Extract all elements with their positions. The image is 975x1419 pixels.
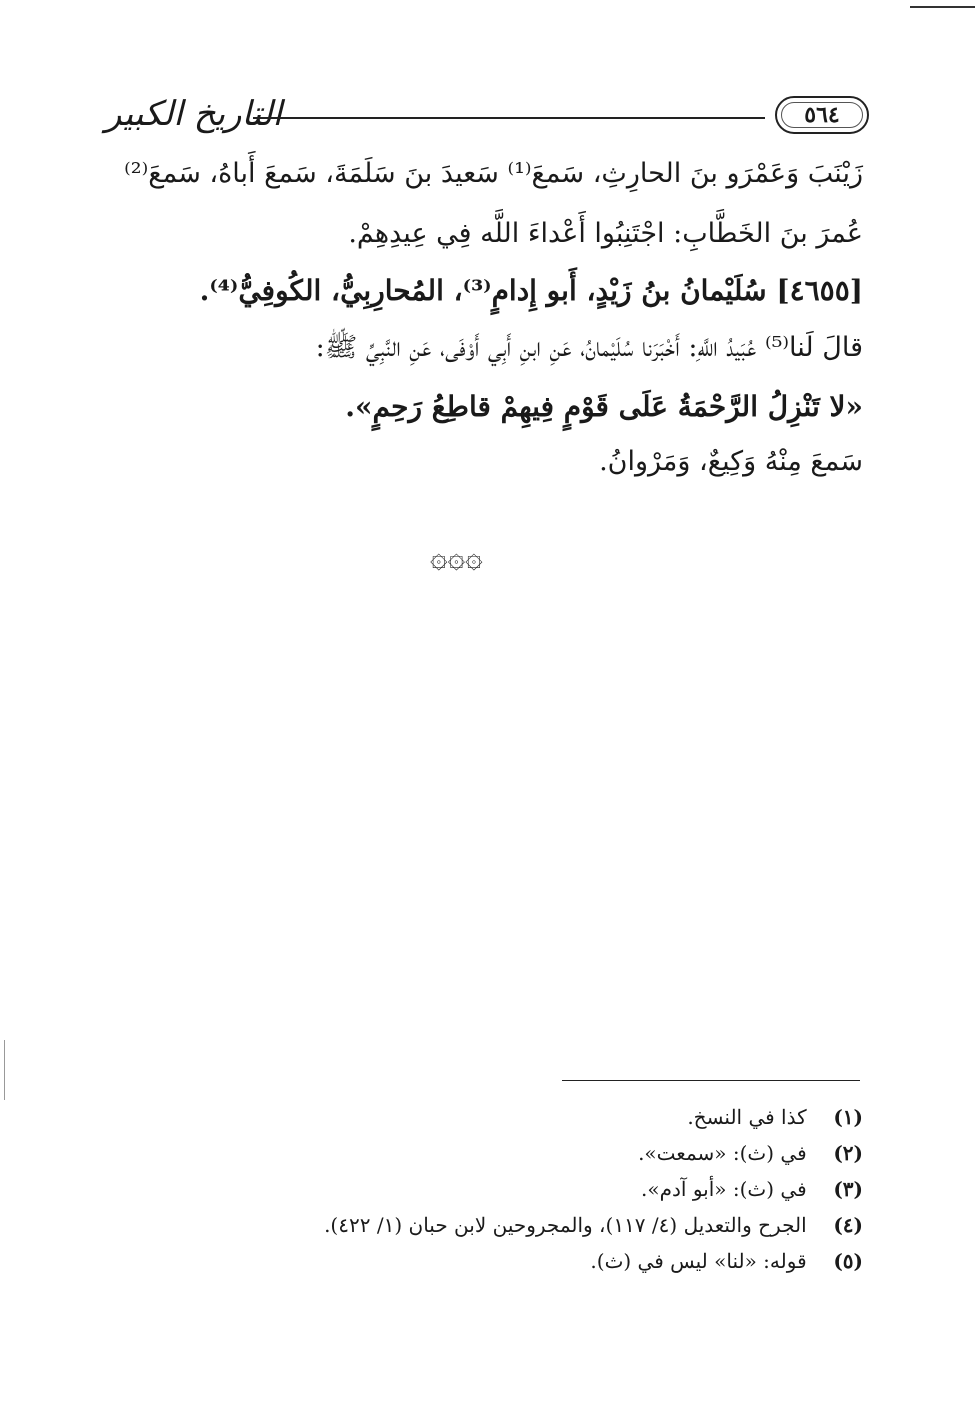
- footnote-number: (٥): [833, 1249, 863, 1273]
- footnote-text: في (ث): «أبو آدم».: [641, 1177, 807, 1201]
- page-number-badge: [775, 96, 869, 134]
- text-line-2: عُمرَ بنَ الخَطَّابِ: اجْتَنِبُوا أَعْداءَ اللَّه فِي عِيدِهِمْ.: [348, 218, 863, 249]
- book-title: التاريخ الكبير: [105, 94, 282, 134]
- scan-edge-line: [910, 6, 975, 8]
- text-line-1: زَيْنَبَ وَعَمْرَو بنَ الحارِثِ، سَمعَ⁽¹⁾ سَعيدَ بنَ سَلَمَةَ، سَمعَ أَباهُ، سَمعَ⁽²⁾: [124, 158, 863, 189]
- footnote-item: [324, 1177, 863, 1213]
- footnote-text: قوله: «لنا» ليس في (ث).: [590, 1249, 807, 1273]
- footnote-item: [324, 1249, 863, 1285]
- footnote-item: [324, 1141, 863, 1177]
- footnote-item: [324, 1213, 863, 1249]
- text-line-4: قالَ لَنا⁽⁵⁾ عُبَيدُ اللَّهِ: أَخْبَرَنا سُلَيْمانُ، عَنِ ابنِ أَبِي أَوْفَى، عَنِ النَّبِيِّ ﷺ:: [315, 332, 863, 363]
- hadith-quote: «لا تَنْزِلُ الرَّحْمَةُ عَلَى قَوْمٍ فِيهِمْ قاطِعُ رَحِمٍ».: [345, 390, 863, 423]
- text-line-6: سَمعَ مِنْهُ وَكِيعٌ، وَمَرْوانُ.: [599, 446, 863, 477]
- footnote-item: [324, 1105, 863, 1141]
- footnote-number: (١): [833, 1105, 863, 1129]
- section-separator-ornament: ۞۞۞: [430, 540, 483, 575]
- footnote-text: في (ث): «سمعت».: [638, 1141, 807, 1165]
- scan-edge-line-left: [4, 1040, 5, 1100]
- page-number: ٥٦٤: [804, 102, 840, 128]
- entry-heading: [٤٦٥٥] سُلَيْمانُ بنُ زَيْدٍ، أَبو إِدامٍ⁽³⁾، المُحارِبِيُّ، الكُوفِيُّ⁽⁴⁾.: [199, 274, 863, 307]
- footnote-number: (٢): [833, 1141, 863, 1165]
- footnote-number: (٤): [833, 1213, 863, 1237]
- footnotes: [324, 1105, 863, 1285]
- page-header: [105, 92, 875, 142]
- footnote-number: (٣): [833, 1177, 863, 1201]
- footnote-rule: [562, 1080, 860, 1081]
- footnote-text: كذا في النسخ.: [687, 1105, 807, 1129]
- footnote-text: الجرح والتعديل (٤/ ١١٧)، والمجروحين لابن حبان (١/ ٤٢٢).: [324, 1213, 807, 1237]
- header-rule: [253, 117, 765, 119]
